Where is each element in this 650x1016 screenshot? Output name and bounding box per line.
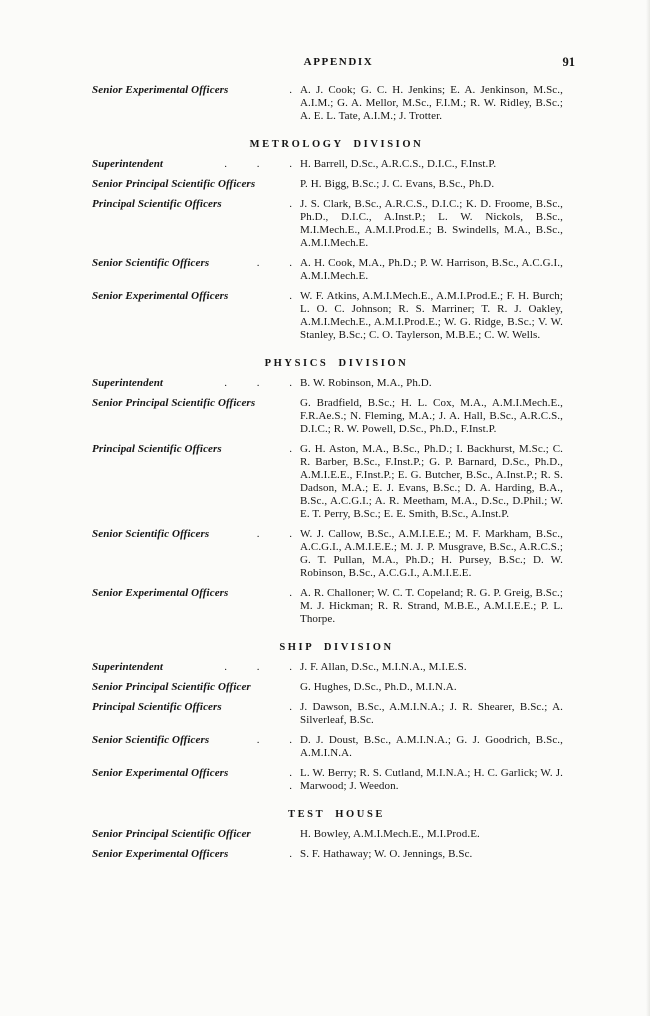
staff-entry (92, 528, 563, 580)
staff-entry (92, 828, 563, 841)
leader-dots: . . . (224, 377, 292, 389)
officer-names: B. W. Robinson, M.A., Ph.D. (300, 377, 432, 389)
officer-names: J. S. Clark, B.Sc., A.R.C.S., D.I.C.; K. D. Froome, B.Sc., Ph.D., D.I.C., A.Inst.P.; L. W. Nickols, B.Sc., M.I.Mech.E., A.M.I.Prod.E.; B. Swindells, M.A., B.Sc., A.M.I.Mech.E. (300, 198, 563, 249)
staff-entry (92, 377, 563, 390)
role-label: Senior Principal Scientific Officer (92, 828, 251, 840)
role-cell (92, 828, 300, 841)
staff-entry (92, 443, 563, 521)
staff-entry (92, 848, 563, 861)
role-cell (92, 661, 300, 674)
role-label: Senior Experimental Officers (92, 290, 229, 302)
leader-dot: . (289, 767, 292, 779)
division-heading-test-house: TEST HOUSE (287, 809, 386, 820)
staff-entry (92, 198, 563, 250)
leader-dots: . . (256, 528, 292, 540)
leader-dots (289, 767, 300, 793)
role-cell (92, 701, 300, 714)
officer-names: S. F. Hathaway; W. O. Jennings, B.Sc. (300, 848, 473, 860)
staff-entry (92, 681, 563, 694)
leader-dots: . (289, 848, 292, 860)
staff-entry (92, 178, 563, 191)
role-label: Senior Scientific Officers (92, 734, 210, 746)
leader-dots: . (289, 290, 292, 302)
staff-entry (92, 701, 563, 727)
role-cell (92, 734, 300, 747)
role-cell (92, 587, 300, 600)
division-heading-ship: SHIP DIVISION (279, 642, 394, 653)
page-header (92, 55, 575, 70)
leader-dots: . (289, 84, 292, 96)
officer-names: H. Bowley, A.M.I.Mech.E., M.I.Prod.E. (300, 828, 480, 840)
division-heading-physics: PHYSICS DIVISION (264, 358, 409, 369)
staff-entry (92, 661, 563, 674)
officer-names: J. Dawson, B.Sc., A.M.I.N.A.; J. R. Shearer, B.Sc.; A. Silverleaf, B.Sc. (300, 701, 563, 726)
role-label: Senior Experimental Officers (92, 848, 229, 860)
role-cell (92, 681, 300, 694)
role-cell (92, 767, 300, 793)
role-cell (92, 397, 300, 410)
leader-dots: . (289, 443, 292, 455)
role-cell (92, 528, 300, 541)
page-number: 91 (562, 55, 575, 69)
officer-names: G. Hughes, D.Sc., Ph.D., M.I.N.A. (300, 681, 457, 693)
officer-names: P. H. Bigg, B.Sc.; J. C. Evans, B.Sc., Ph.D. (300, 178, 495, 190)
division-heading-metrology: METROLOGY DIVISION (249, 139, 424, 150)
role-label: Superintendent (92, 661, 164, 673)
officer-names: J. F. Allan, D.Sc., M.I.N.A., M.I.E.S. (300, 661, 467, 673)
role-label: Principal Scientific Officers (92, 443, 222, 455)
role-label: Principal Scientific Officers (92, 198, 222, 210)
staff-entry (92, 158, 563, 171)
officer-names: G. Bradfield, B.Sc.; H. L. Cox, M.A., A.M.I.Mech.E., F.R.Ae.S.; N. Fleming, M.A.; J. A. Hall, B.Sc., A.R.C.S., D.I.C.; R. W. Powell, D.Sc., Ph.D., F.Inst.P. (300, 397, 563, 435)
staff-entry (92, 84, 563, 123)
leader-dots: . . (256, 734, 292, 746)
role-cell (92, 290, 300, 303)
staff-entry (92, 587, 563, 626)
role-label: Principal Scientific Officers (92, 701, 222, 713)
officer-names: W. F. Atkins, A.M.I.Mech.E., A.M.I.Prod.E.; F. H. Burch; L. O. C. Johnson; R. S. Marriner; T. R. J. Oakley, A.M.I.Mech.E., A.M.I.Prod.E.; W. G. Ridge, B.Sc.; V. W. Stanley, B.Sc.; C. O. Taylerson, M.B.E.; C. W. Wells. (300, 290, 563, 341)
role-label: Superintendent (92, 158, 164, 170)
leader-dots: . . . (224, 661, 292, 673)
role-label: Superintendent (92, 377, 164, 389)
role-cell (92, 178, 300, 191)
role-cell (92, 377, 300, 390)
role-label: Senior Experimental Officers (92, 587, 229, 599)
leader-dots: . (289, 587, 292, 599)
role-cell (92, 198, 300, 211)
role-cell (92, 158, 300, 171)
role-cell (92, 848, 300, 861)
role-label: Senior Scientific Officers (92, 528, 210, 540)
officer-names: A. J. Cook; G. C. H. Jenkins; E. A. Jenkinson, M.Sc., A.I.M.; G. A. Mellor, M.Sc., F.I.M.; R. W. Ridley, B.Sc.; A. E. L. Tate, A.I.M.; J. Trotter. (300, 84, 563, 122)
officer-names: L. W. Berry; R. S. Cutland, M.I.N.A.; H. C. Garlick; W. J. Marwood; J. Weedon. (300, 767, 563, 792)
officer-names: A. H. Cook, M.A., Ph.D.; P. W. Harrison, B.Sc., A.C.G.I., A.M.I.Mech.E. (300, 257, 563, 282)
leader-dots: . (289, 198, 292, 210)
staff-entry (92, 257, 563, 283)
leader-dot: . (289, 780, 292, 792)
role-label: Senior Experimental Officers (92, 767, 229, 779)
role-label: Senior Principal Scientific Officers (92, 178, 256, 190)
officer-names: H. Barrell, D.Sc., A.R.C.S., D.I.C., F.Inst.P. (300, 158, 497, 170)
role-cell (92, 84, 300, 97)
role-cell (92, 443, 300, 456)
officer-names: G. H. Aston, M.A., B.Sc., Ph.D.; I. Backhurst, M.Sc.; C. R. Barber, B.Sc., F.Inst.P.; G. P. Barnard, D.Sc., Ph.D., A.M.I.E.E., F.Inst.P.; E. G. Butcher, B.Sc., A.Inst.P.; R. S. Dadson, M.A.; E. J. Evans, B.Sc.; D. A. Harding, B.A., B.Sc., A.C.G.I.; A. R. Meetham, M.A., D.Sc., D.Phil.; W. E. T. Perry, B.Sc.; E. E. Smith, B.Sc., A.Inst.P. (300, 443, 563, 520)
role-cell (92, 257, 300, 270)
page-content (92, 55, 575, 868)
staff-entry (92, 290, 563, 342)
officer-names: D. J. Doust, B.Sc., A.M.I.N.A.; G. J. Goodrich, B.Sc., A.M.I.N.A. (300, 734, 563, 759)
leader-dots: . . . (224, 158, 292, 170)
staff-entry (92, 397, 563, 436)
role-label: Senior Experimental Officers (92, 84, 229, 96)
leader-dots: . . (256, 257, 292, 269)
role-label: Senior Scientific Officers (92, 257, 210, 269)
officer-names: A. R. Challoner; W. C. T. Copeland; R. G. P. Greig, B.Sc.; M. J. Hickman; R. R. Strand, M.B.E., A.M.I.E.E.; P. L. Thorpe. (300, 587, 563, 625)
role-label: Senior Principal Scientific Officer (92, 681, 251, 693)
staff-entry (92, 734, 563, 760)
leader-dots: . (289, 701, 292, 713)
role-label: Senior Principal Scientific Officers (92, 397, 256, 409)
page-title: APPENDIX (303, 56, 374, 68)
officer-names: W. J. Callow, B.Sc., A.M.I.E.E.; M. F. Markham, B.Sc., A.C.G.I., A.M.I.E.E.; M. J. P. Musgrave, B.Sc., A.R.C.S.; G. T. Pullan, M.A., Ph.D.; H. Pursey, B.Sc.; D. W. Robinson, B.Sc., A.C.G.I., A.M.I.E.E. (300, 528, 563, 579)
staff-entry (92, 767, 563, 793)
